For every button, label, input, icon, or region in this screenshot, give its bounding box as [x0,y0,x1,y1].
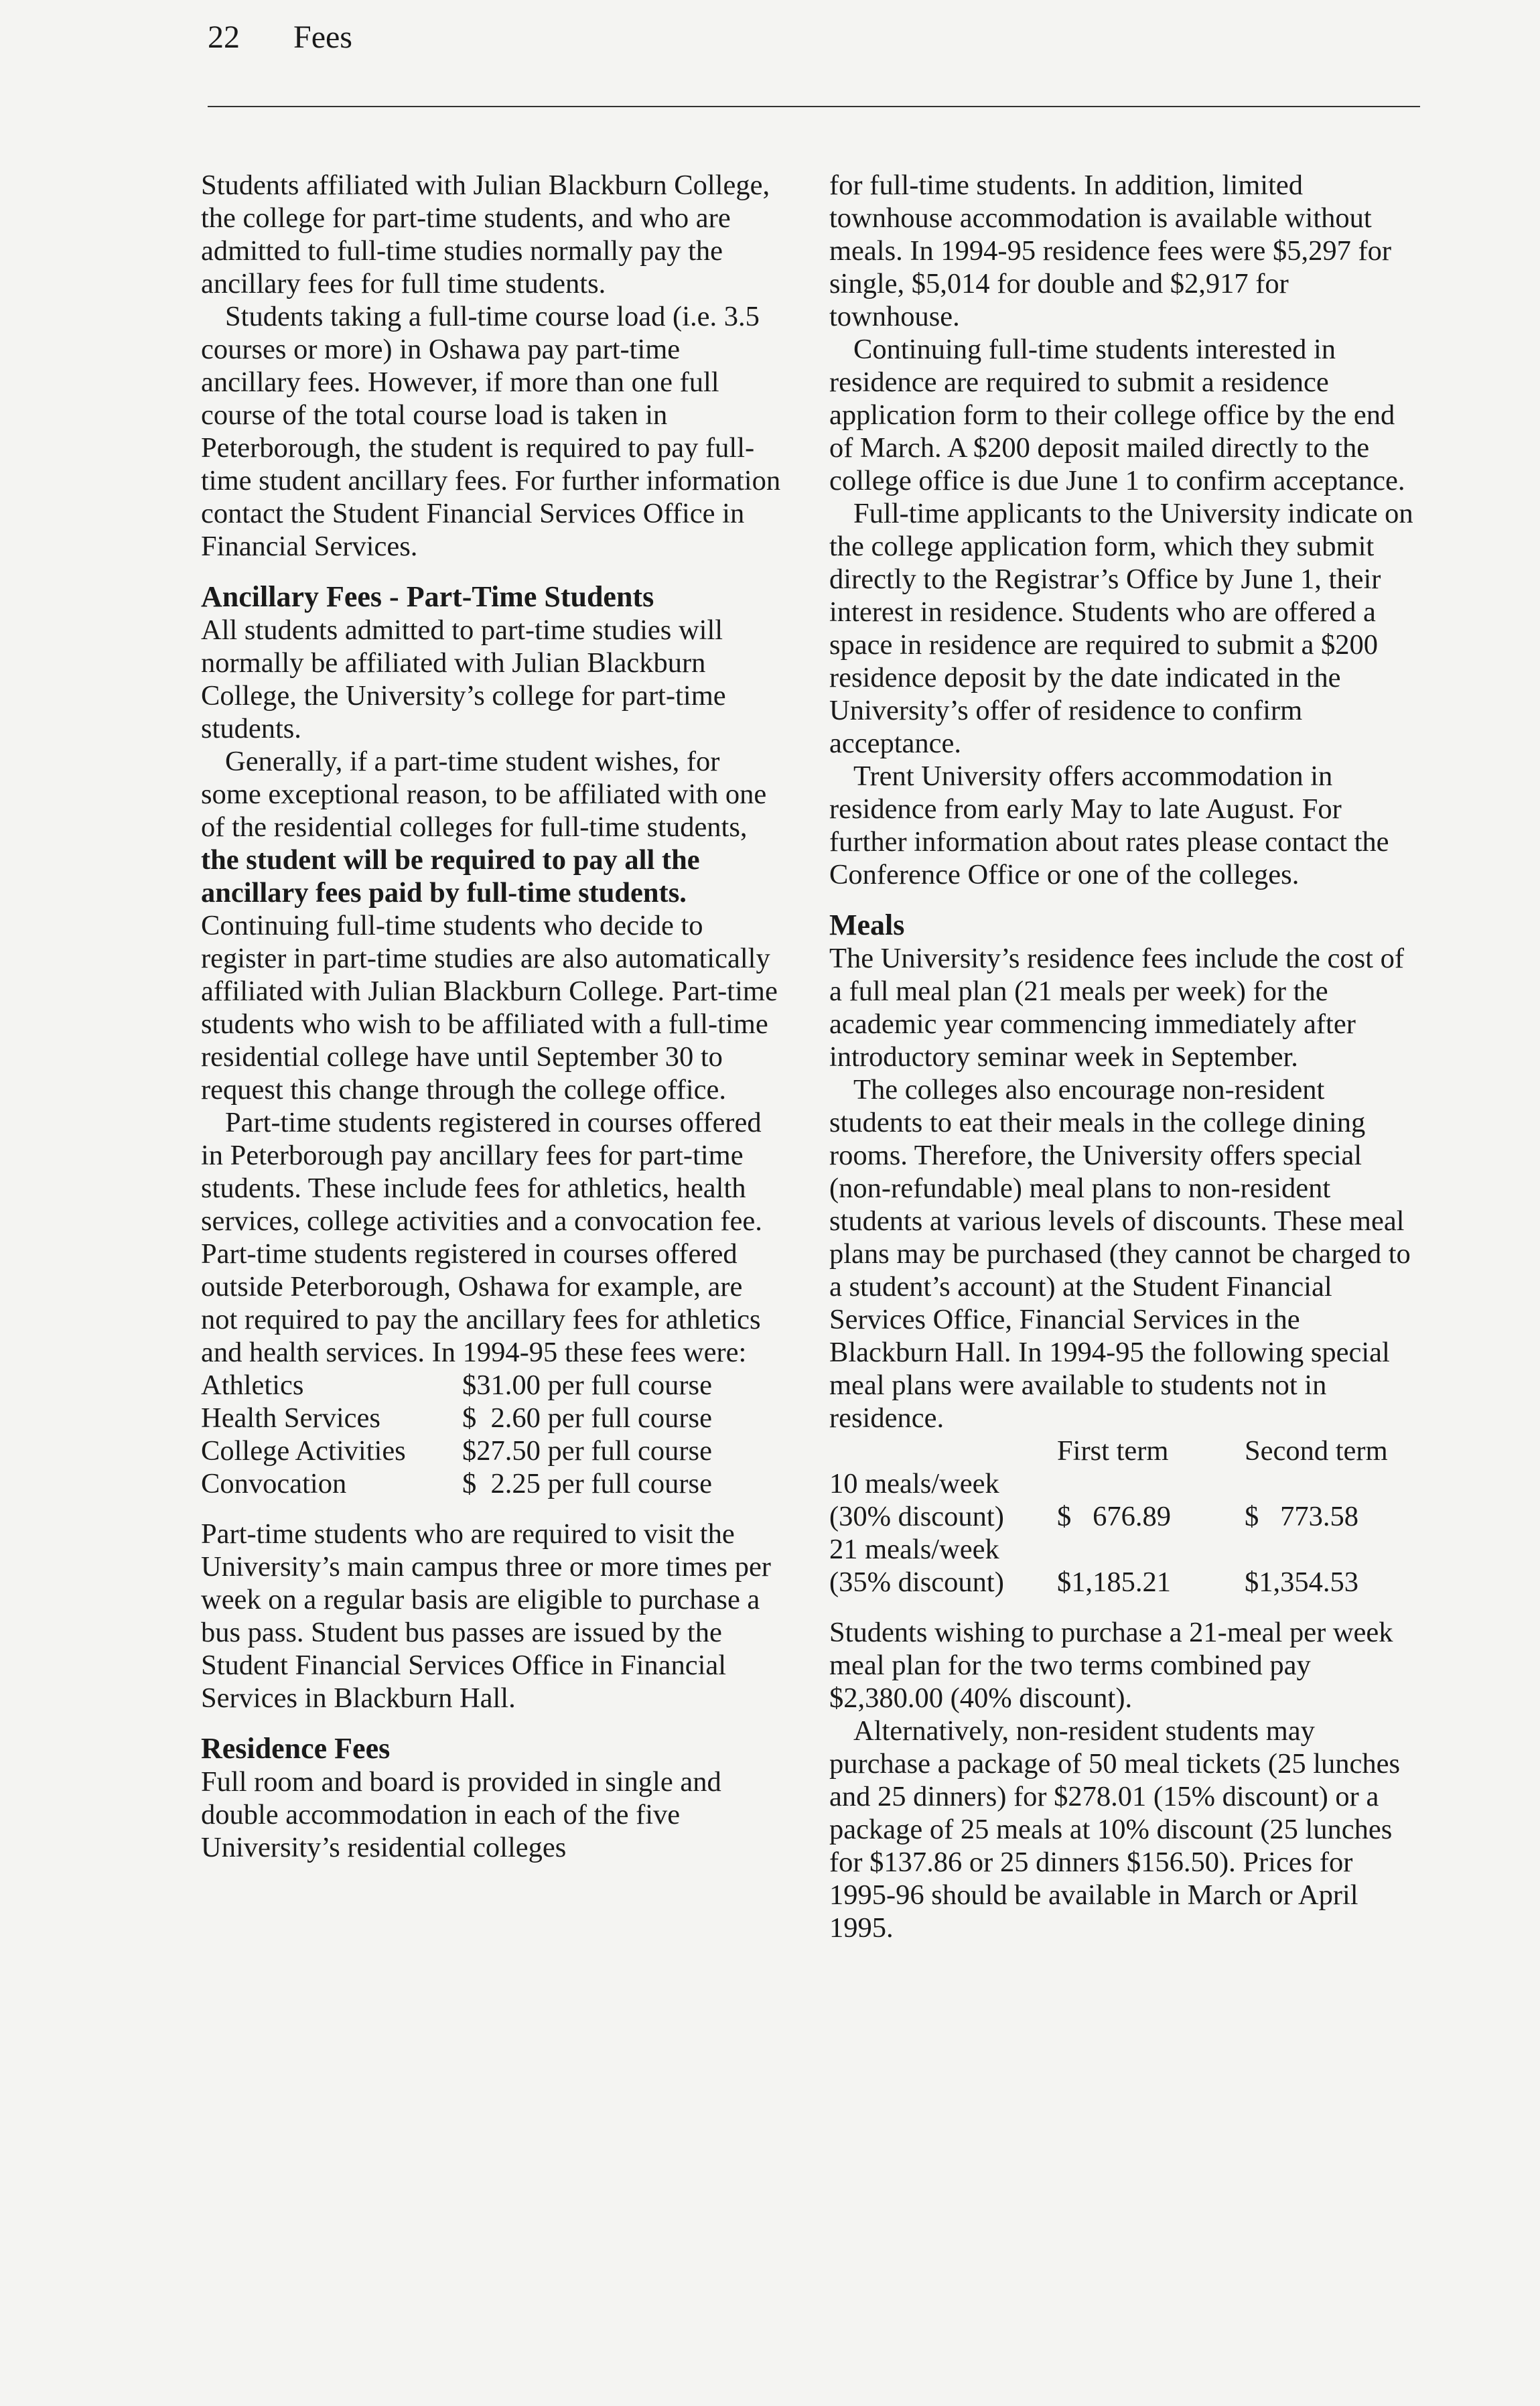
table-row [201,1369,712,1402]
fee-amount: $27.50 per full course [462,1435,712,1467]
paragraph: Continuing full-time students interested in residence are required to submit a residence application form to their college office by the end of March. A $200 deposit mailed directly to the college office is due June 1 to confirm acceptance. [829,334,1405,496]
first-term-price: $ 676.89 [1057,1501,1171,1532]
meal-plan-discount: (35% discount) [829,1566,1004,1598]
second-term-price: $ 773.58 [1245,1501,1358,1532]
paragraph: All students admitted to part-time studies will normally be affiliated with Julian Blackburn College, the University’s college for part-time students. [201,614,726,744]
table-row [829,1533,1388,1566]
column-header: Second term [1245,1435,1388,1467]
column-header: First term [1057,1435,1169,1467]
table-row [829,1467,1388,1500]
paragraph-bold-text: the student will be required to pay all the ancillary fees paid by full-time students. [201,844,700,909]
table-row [201,1467,712,1500]
paragraph-text: Generally, if a part-time student wishes, for some exceptional reason, to be affiliated with one of the residential colleges for full-time students, [201,746,767,843]
paragraph: Students wishing to purchase a 21-meal per week meal plan for the two terms combined pay $2,380.00 (40% discount). [829,1617,1393,1714]
paragraph: Full-time applicants to the University indicate on the college application form, which they submit directly to the Registrar’s Office by June 1, their interest in residence. Students who are offered a space in residence are required to submit a $200 residence deposit by the date indicated in the University’s offer of residence to confirm acceptance. [829,498,1413,759]
paragraph: Trent University offers accommodation in residence from early May to late August. For further information about rates please contact the Conference Office or one of the colleges. [829,760,1389,890]
fee-amount: $31.00 per full course [462,1369,712,1401]
table-row [829,1566,1388,1599]
heading-residence-fees: Residence Fees [201,1732,391,1765]
ancillary-fees-table [201,1369,712,1500]
heading-ancillary-fees: Ancillary Fees - Part-Time Students [201,580,654,613]
table-row [201,1402,712,1434]
paragraph: Students taking a full-time course load (i.e. 3.5 courses or more) in Oshawa pay part-time ancillary fees. However, if more than one full course of the total course load is taken in Peterborough, the student is required to pay full-time student ancillary fees. For further information contact the Student Financial Services Office in Financial Services. [201,301,781,562]
paragraph: for full-time students. In addition, limited townhouse accommodation is available without meals. In 1994-95 residence fees were $5,297 for single, $5,014 for double and $2,917 for townhouse. [829,170,1392,332]
page-number: 22 [208,19,240,55]
fee-name: Athletics [201,1369,304,1401]
paragraph: The colleges also encourage non-resident students to eat their meals in the college dining rooms. Therefore, the University offers special (non-refundable) meal plans to non-resident students at various levels of discounts. These meal plans may be purchased (they cannot be charged to a student’s account) at the Student Financial Services Office, Financial Services in the Blackburn Hall. In 1994-95 the following special meal plans were available to students not in residence. [829,1074,1411,1434]
first-term-price: $1,185.21 [1057,1566,1171,1598]
paragraph: Part-time students registered in courses offered in Peterborough pay ancillary fees for part-time students. These include fees for athletics, health services, college activities and a convocation fee. Part-time students registered in courses offered outside Peterborough, Oshawa for example, are not required to pay the ancillary fees for athletics and health services. In 1994-95 these fees were: [201,1107,762,1368]
header-rule [208,106,1420,107]
right-column [829,169,1419,1944]
table-row [829,1500,1388,1533]
meal-plan-table [829,1434,1388,1599]
paragraph-text: Continuing full-time students who decide to register in part-time studies are also automatically affiliated with Julian Blackburn College. Part-time students who wish to be affiliated with a full-time residential college have until September 30 to request this change through the college office. [201,910,778,1106]
fee-name: College Activities [201,1435,406,1467]
left-column [201,169,784,1864]
heading-meals: Meals [829,909,905,941]
fee-amount: $ 2.60 per full course [462,1402,712,1434]
section-title: Fees [293,19,352,55]
fee-name: Health Services [201,1402,380,1434]
paragraph: Students affiliated with Julian Blackburn College, the college for part-time students, and who are admitted to full-time studies normally pay the ancillary fees for full time students. [201,170,770,299]
fee-amount: $ 2.25 per full course [462,1468,712,1499]
paragraph: Full room and board is provided in single and double accommodation in each of the five University’s residential colleges [201,1766,721,1863]
fee-name: Convocation [201,1468,347,1499]
paragraph: Alternatively, non-resident students may purchase a package of 50 meal tickets (25 lunches and 25 dinners) for $278.01 (15% discount) or a package of 25 meals at 10% discount (25 lunches for $137.86 or 25 dinners $156.50). Prices for 1995-96 should be available in March or April 1995. [829,1715,1401,1944]
table-row [201,1434,712,1467]
table-header-row [829,1434,1388,1467]
meal-plan-name: 10 meals/week [829,1468,999,1499]
meal-plan-discount: (30% discount) [829,1501,1004,1532]
meal-plan-name: 21 meals/week [829,1534,999,1565]
paragraph: Part-time students who are required to visit the University’s main campus three or more times per week on a regular basis are eligible to purchase a bus pass. Student bus passes are issued by the Student Financial Services Office in Financial Services in Blackburn Hall. [201,1518,771,1714]
paragraph [201,745,784,1106]
second-term-price: $1,354.53 [1245,1566,1358,1598]
page-header [208,19,352,56]
paragraph: The University’s residence fees include the cost of a full meal plan (21 meals per week) for the academic year commencing immediately after introductory seminar week in September. [829,943,1404,1073]
